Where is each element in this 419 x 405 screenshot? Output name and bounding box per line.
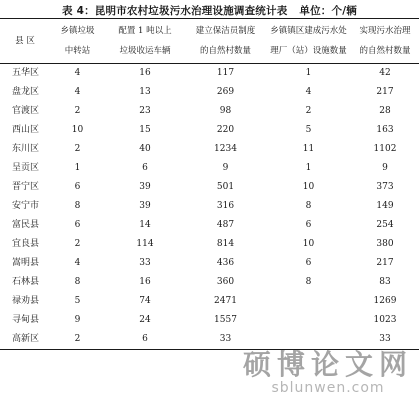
column-header-line: 垃圾收运车辆 <box>119 46 171 56</box>
value-cell: 4 <box>74 68 81 78</box>
value-cell: 23 <box>139 106 151 116</box>
district-cell: 西山区 <box>12 125 40 135</box>
column-header-0 <box>0 19 50 64</box>
value-cell: 254 <box>376 220 394 230</box>
value-cell: 39 <box>139 201 151 211</box>
district-cell: 安宁市 <box>12 201 40 211</box>
value-cell: 13 <box>139 87 151 97</box>
column-header-line: 县 区 <box>15 36 35 46</box>
value-cell: 1557 <box>214 315 237 325</box>
value-cell: 33 <box>139 258 151 268</box>
value-cell: 2 <box>74 334 81 344</box>
value-cell: 6 <box>74 220 81 230</box>
value-cell: 4 <box>74 258 81 268</box>
value-cell: 8 <box>74 277 81 287</box>
table-row <box>0 254 419 273</box>
watermark-text: 硕博论文网 <box>242 348 413 381</box>
district-cell: 嵩明县 <box>12 258 40 268</box>
column-header-4 <box>266 19 351 64</box>
value-cell: 2 <box>305 106 312 116</box>
value-cell: 501 <box>216 182 235 192</box>
value-cell: 6 <box>142 334 148 344</box>
value-cell: 163 <box>376 125 394 135</box>
value-cell: 15 <box>139 125 151 135</box>
district-cell: 东川区 <box>12 144 40 154</box>
value-cell: 117 <box>216 68 235 78</box>
table-row <box>0 121 419 140</box>
value-cell: 9 <box>222 163 229 173</box>
column-header-line: 乡镇镇区建成污水处 <box>270 26 347 36</box>
value-cell: 16 <box>139 277 151 287</box>
value-cell: 1102 <box>373 144 397 154</box>
column-header-line: 实现污水治理 <box>359 26 411 36</box>
value-cell: 2 <box>74 239 81 249</box>
district-cell: 富民县 <box>12 220 40 230</box>
value-cell: 436 <box>216 258 235 268</box>
district-cell: 寻甸县 <box>12 315 40 325</box>
value-cell: 28 <box>379 106 391 116</box>
value-cell: 5 <box>305 125 312 135</box>
column-header-3 <box>185 19 266 64</box>
table-row <box>0 140 419 159</box>
table-title: 表 4：昆明市农村垃圾污水治理设施调查统计表 <box>62 5 288 17</box>
value-cell: 380 <box>376 239 394 249</box>
district-cell: 石林县 <box>12 277 40 287</box>
value-cell: 2 <box>74 144 81 154</box>
value-cell: 220 <box>216 125 235 135</box>
value-cell: 2471 <box>214 296 237 306</box>
table-header <box>0 19 419 64</box>
value-cell: 98 <box>219 106 232 116</box>
value-cell: 39 <box>139 182 151 192</box>
watermark-url: sblunwen.com <box>271 380 385 396</box>
column-header-1 <box>50 19 105 64</box>
column-header-line: 建立保洁员制度 <box>195 26 256 36</box>
value-cell: 8 <box>305 277 312 287</box>
table-row <box>0 178 419 197</box>
value-cell: 114 <box>136 239 154 249</box>
value-cell <box>266 311 351 330</box>
district-cell: 呈贡区 <box>12 163 40 173</box>
table-unit: 单位：个/辆 <box>299 5 357 17</box>
value-cell: 217 <box>376 258 394 268</box>
value-cell: 269 <box>216 87 235 97</box>
district-cell: 高新区 <box>12 334 40 344</box>
value-cell: 5 <box>74 296 81 306</box>
value-cell: 360 <box>216 277 235 287</box>
column-header-5 <box>351 19 419 64</box>
table-row <box>0 292 419 311</box>
table-row <box>0 64 419 84</box>
value-cell: 74 <box>139 296 151 306</box>
value-cell: 9 <box>74 315 81 325</box>
table-body <box>0 64 419 350</box>
value-cell: 10 <box>71 125 84 135</box>
column-header-line: 乡镇垃圾 <box>60 26 95 36</box>
value-cell: 316 <box>216 201 235 211</box>
column-header-line: 配置 1 吨以上 <box>118 26 172 36</box>
value-cell: 11 <box>302 144 315 154</box>
value-cell: 6 <box>305 220 312 230</box>
value-cell: 1 <box>305 68 312 78</box>
survey-table <box>0 18 419 350</box>
value-cell: 1234 <box>214 144 237 154</box>
district-cell: 盘龙区 <box>12 87 40 97</box>
value-cell: 42 <box>379 68 391 78</box>
value-cell: 83 <box>379 277 391 287</box>
value-cell: 373 <box>376 182 394 192</box>
value-cell: 10 <box>302 182 315 192</box>
table-row <box>0 311 419 330</box>
value-cell: 1 <box>74 163 81 173</box>
table-row <box>0 197 419 216</box>
value-cell: 9 <box>382 163 388 173</box>
value-cell: 14 <box>139 220 151 230</box>
table-row <box>0 102 419 121</box>
table-row <box>0 235 419 254</box>
header-row <box>0 19 419 64</box>
column-header-line: 的自然村数量 <box>199 46 251 56</box>
value-cell: 1269 <box>373 296 397 306</box>
value-cell: 487 <box>216 220 235 230</box>
table-row <box>0 216 419 235</box>
district-cell: 五华区 <box>12 68 40 78</box>
value-cell: 10 <box>302 239 315 249</box>
column-header-2 <box>105 19 185 64</box>
value-cell: 149 <box>376 201 394 211</box>
value-cell: 814 <box>216 239 235 249</box>
value-cell: 33 <box>379 334 391 344</box>
value-cell <box>266 330 351 350</box>
value-cell: 40 <box>139 144 151 154</box>
value-cell: 33 <box>219 334 232 344</box>
value-cell: 8 <box>74 201 81 211</box>
column-header-line: 理厂（站）设施数量 <box>270 46 347 56</box>
value-cell: 16 <box>139 68 151 78</box>
value-cell: 4 <box>305 87 312 97</box>
value-cell: 1023 <box>373 315 397 325</box>
value-cell <box>266 292 351 311</box>
table-row <box>0 273 419 292</box>
column-header-line: 中转站 <box>64 46 91 56</box>
table-caption <box>0 3 419 18</box>
table-row <box>0 83 419 102</box>
value-cell: 6 <box>142 163 148 173</box>
value-cell: 217 <box>376 87 394 97</box>
value-cell: 6 <box>74 182 81 192</box>
district-cell: 官渡区 <box>12 106 40 116</box>
value-cell: 24 <box>139 315 151 325</box>
value-cell: 6 <box>305 258 312 268</box>
value-cell: 1 <box>305 163 312 173</box>
column-header-line: 的自然村数量 <box>359 46 411 56</box>
district-cell: 宜良县 <box>12 239 40 249</box>
table-row <box>0 330 419 350</box>
value-cell: 8 <box>305 201 312 211</box>
value-cell: 4 <box>74 87 81 97</box>
district-cell: 晋宁区 <box>12 182 40 192</box>
district-cell: 禄劝县 <box>12 296 40 306</box>
watermark <box>243 350 413 396</box>
table-row <box>0 159 419 178</box>
value-cell: 2 <box>74 106 81 116</box>
